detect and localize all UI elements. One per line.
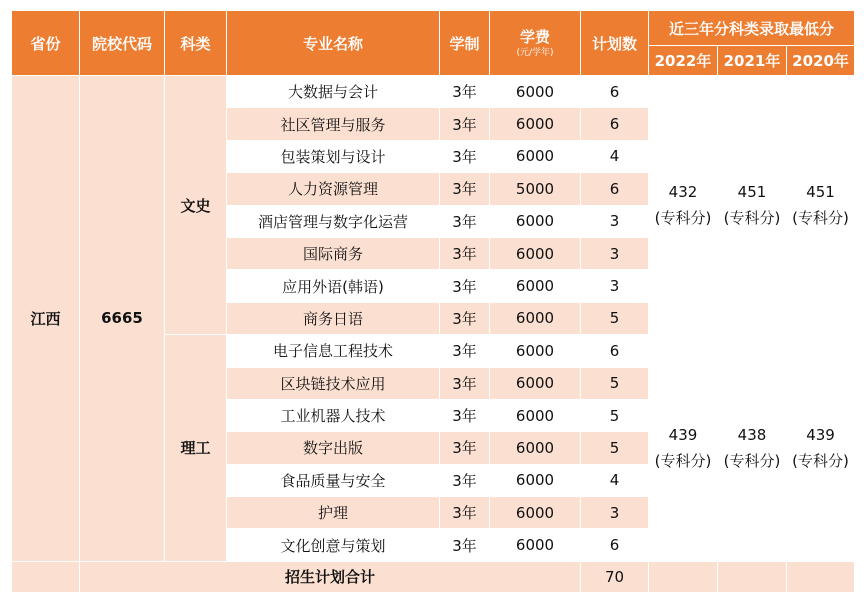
school-code-cell: 6665 [80,76,165,562]
plan-count-cell: 6 [581,173,649,205]
header-plan: 计划数 [581,11,649,76]
duration-cell: 3年 [440,76,490,108]
tuition-cell: 6000 [490,76,581,108]
plan-count-cell: 4 [581,140,649,172]
header-row-top [12,11,855,46]
duration-cell: 3年 [440,399,490,431]
tuition-cell: 5000 [490,173,581,205]
plan-count-cell: 5 [581,432,649,464]
category-cell: 文史 [165,76,227,335]
plan-count-cell: 6 [581,529,649,561]
duration-cell: 3年 [440,432,490,464]
major-name-cell: 包装策划与设计 [227,140,440,172]
total-blank-2022 [649,561,718,592]
duration-cell: 3年 [440,237,490,269]
plan-count-cell: 5 [581,399,649,431]
tuition-cell: 6000 [490,464,581,496]
province-cell: 江西 [12,76,80,562]
major-name-cell: 人力资源管理 [227,173,440,205]
duration-cell: 3年 [440,270,490,302]
duration-cell: 3年 [440,108,490,140]
tuition-cell: 6000 [490,497,581,529]
header-major: 专业名称 [227,11,440,76]
total-blank-2021 [718,561,787,592]
tuition-cell: 6000 [490,140,581,172]
header-year-2020: 2020年 [787,46,855,76]
tuition-cell: 6000 [490,205,581,237]
total-row [12,561,855,592]
header-category: 科类 [165,11,227,76]
major-name-cell: 社区管理与服务 [227,108,440,140]
total-province-blank [12,561,80,592]
min-score-value: 439 [806,425,835,444]
header-province: 省份 [12,11,80,76]
plan-count-cell: 3 [581,270,649,302]
plan-count-cell: 6 [581,76,649,108]
min-score-value: 439 [668,425,698,444]
header-year-2021: 2021年 [718,46,787,76]
min-score-note: (专科分) [723,451,781,470]
duration-cell: 3年 [440,205,490,237]
admission-plan-table [11,10,855,593]
min-score-note: (专科分) [792,209,849,228]
major-name-cell: 大数据与会计 [227,76,440,108]
header-tuition-label: 学费 [519,27,550,46]
plan-count-cell: 5 [581,302,649,334]
admission-plan-table-wrapper [11,10,854,594]
header-duration: 学制 [440,11,490,76]
major-name-cell: 电子信息工程技术 [227,335,440,367]
plan-count-cell: 5 [581,367,649,399]
header-min-scores: 近三年分科类录取最低分 [649,11,855,46]
min-score-value: 438 [737,425,767,444]
min-score-note: (专科分) [723,209,781,228]
plan-count-cell: 3 [581,205,649,237]
min-score-cell [718,76,787,335]
tuition-cell: 6000 [490,237,581,269]
plan-count-cell: 6 [581,335,649,367]
total-label-cell: 招生计划合计 [80,561,581,592]
duration-cell: 3年 [440,367,490,399]
category-cell: 理工 [165,335,227,562]
tuition-cell: 6000 [490,302,581,334]
tuition-cell: 6000 [490,529,581,561]
major-name-cell: 区块链技术应用 [227,367,440,399]
major-name-cell: 食品质量与安全 [227,464,440,496]
major-name-cell: 护理 [227,497,440,529]
major-name-cell: 数字出版 [227,432,440,464]
major-name-cell: 文化创意与策划 [227,529,440,561]
header-tuition-unit: (元/学年) [516,47,554,58]
min-score-note: (专科分) [792,451,849,470]
major-name-cell: 酒店管理与数字化运营 [227,205,440,237]
tuition-cell: 6000 [490,108,581,140]
major-name-cell: 工业机器人技术 [227,399,440,431]
tuition-cell: 6000 [490,367,581,399]
table-body [12,11,855,593]
header-school-code: 院校代码 [80,11,165,76]
total-value-cell: 70 [581,561,649,592]
major-name-cell: 国际商务 [227,237,440,269]
min-score-note: (专科分) [654,209,712,228]
min-score-cell [718,335,787,562]
duration-cell: 3年 [440,464,490,496]
min-score-cell [649,76,718,335]
duration-cell: 3年 [440,529,490,561]
duration-cell: 3年 [440,302,490,334]
plan-count-cell: 3 [581,237,649,269]
tuition-cell: 6000 [490,399,581,431]
plan-count-cell: 4 [581,464,649,496]
duration-cell: 3年 [440,335,490,367]
tuition-cell: 6000 [490,335,581,367]
min-score-cell [787,76,855,335]
min-score-value: 451 [806,183,835,202]
header-year-2022: 2022年 [649,46,718,76]
plan-count-cell: 3 [581,497,649,529]
plan-count-cell: 6 [581,108,649,140]
major-name-cell: 应用外语(韩语) [227,270,440,302]
duration-cell: 3年 [440,140,490,172]
tuition-cell: 6000 [490,432,581,464]
header-tuition [490,11,581,76]
min-score-value: 451 [737,183,767,202]
min-score-value: 432 [668,183,698,202]
min-score-cell [787,335,855,562]
total-blank-2020 [787,561,855,592]
major-name-cell: 商务日语 [227,302,440,334]
min-score-cell [649,335,718,562]
duration-cell: 3年 [440,497,490,529]
tuition-cell: 6000 [490,270,581,302]
table-row [12,76,855,108]
min-score-note: (专科分) [654,451,712,470]
duration-cell: 3年 [440,173,490,205]
